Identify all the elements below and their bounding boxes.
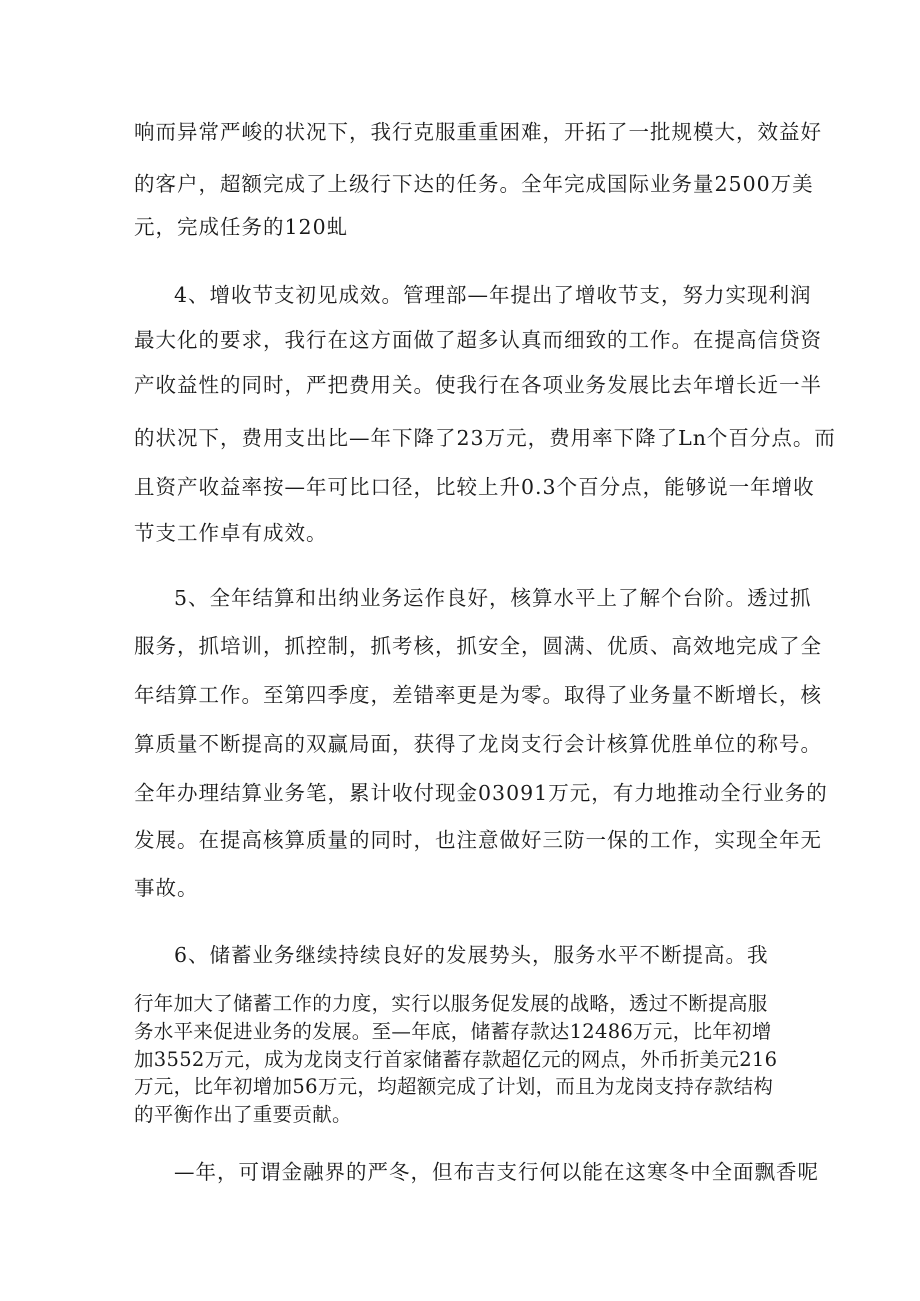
text-line: 的状况下，费用支出比—年下降了23万元，费用率下降了Ln个百分点。而 [134, 426, 836, 450]
text-line: 产收益性的同时，严把费用关。使我行在各项业务发展比去年增长近一半 [134, 373, 822, 397]
text-line: 务水平来促进业务的发展。至—年底，储蓄存款达12486万元，比年初增 [134, 1020, 772, 1043]
text-line: 6、储蓄业务继续持续良好的发展势头，服务水平不断提高。我 [174, 943, 769, 967]
text-line: 算质量不断提高的双赢局面，获得了龙岗支行会计核算优胜单位的称号。 [134, 732, 822, 756]
text-line: 节支工作卓有成效。 [134, 521, 328, 545]
text-line: 事故。 [134, 876, 199, 900]
text-line: 4、增收节支初见成效。管理部—年提出了增收节支，努力实现利润 [174, 283, 812, 307]
text-line: 服务，抓培训，抓控制，抓考核，抓安全，圆满、优质、高效地完成了全 [134, 634, 822, 658]
text-line: 的客户，超额完成了上级行下达的任务。全年完成国际业务量2500万美 [134, 172, 814, 196]
text-line: 全年办理结算业务笔，累计收付现金03091万元，有力地推动全行业务的 [134, 781, 828, 805]
text-line: 且资产收益率按—年可比口径，比较上升0.3个百分点，能够说一年增收 [134, 475, 815, 499]
text-line: 5、全年结算和出纳业务运作良好，核算水平上了解个台阶。透过抓 [174, 586, 812, 610]
text-line: 响而异常严峻的状况下，我行克服重重困难，开拓了一批规模大，效益好 [134, 120, 822, 144]
text-line: 的平衡作出了重要贡献。 [134, 1103, 352, 1126]
text-line: 元，完成任务的120虬 [134, 215, 349, 239]
text-line: 加3552万元，成为龙岗支行首家储蓄存款超亿元的网点，外币折美元216 [134, 1048, 778, 1071]
text-line: 最大化的要求，我行在这方面做了超多认真而细致的工作。在提高信贷资 [134, 328, 822, 352]
text-line: 发展。在提高核算质量的同时，也注意做好三防一保的工作，实现全年无 [134, 828, 822, 852]
text-line: 万元，比年初增加56万元，均超额完成了计划，而且为龙岗支持存款结构 [134, 1075, 774, 1098]
text-line: 行年加大了储蓄工作的力度，实行以服务促发展的战略，透过不断提高服 [134, 992, 768, 1015]
text-line: 年结算工作。至第四季度，差错率更是为零。取得了业务量不断增长，核 [134, 683, 822, 707]
text-line: —年，可谓金融界的严冬，但布吉支行何以能在这寒冬中全面飘香呢 [174, 1160, 819, 1184]
